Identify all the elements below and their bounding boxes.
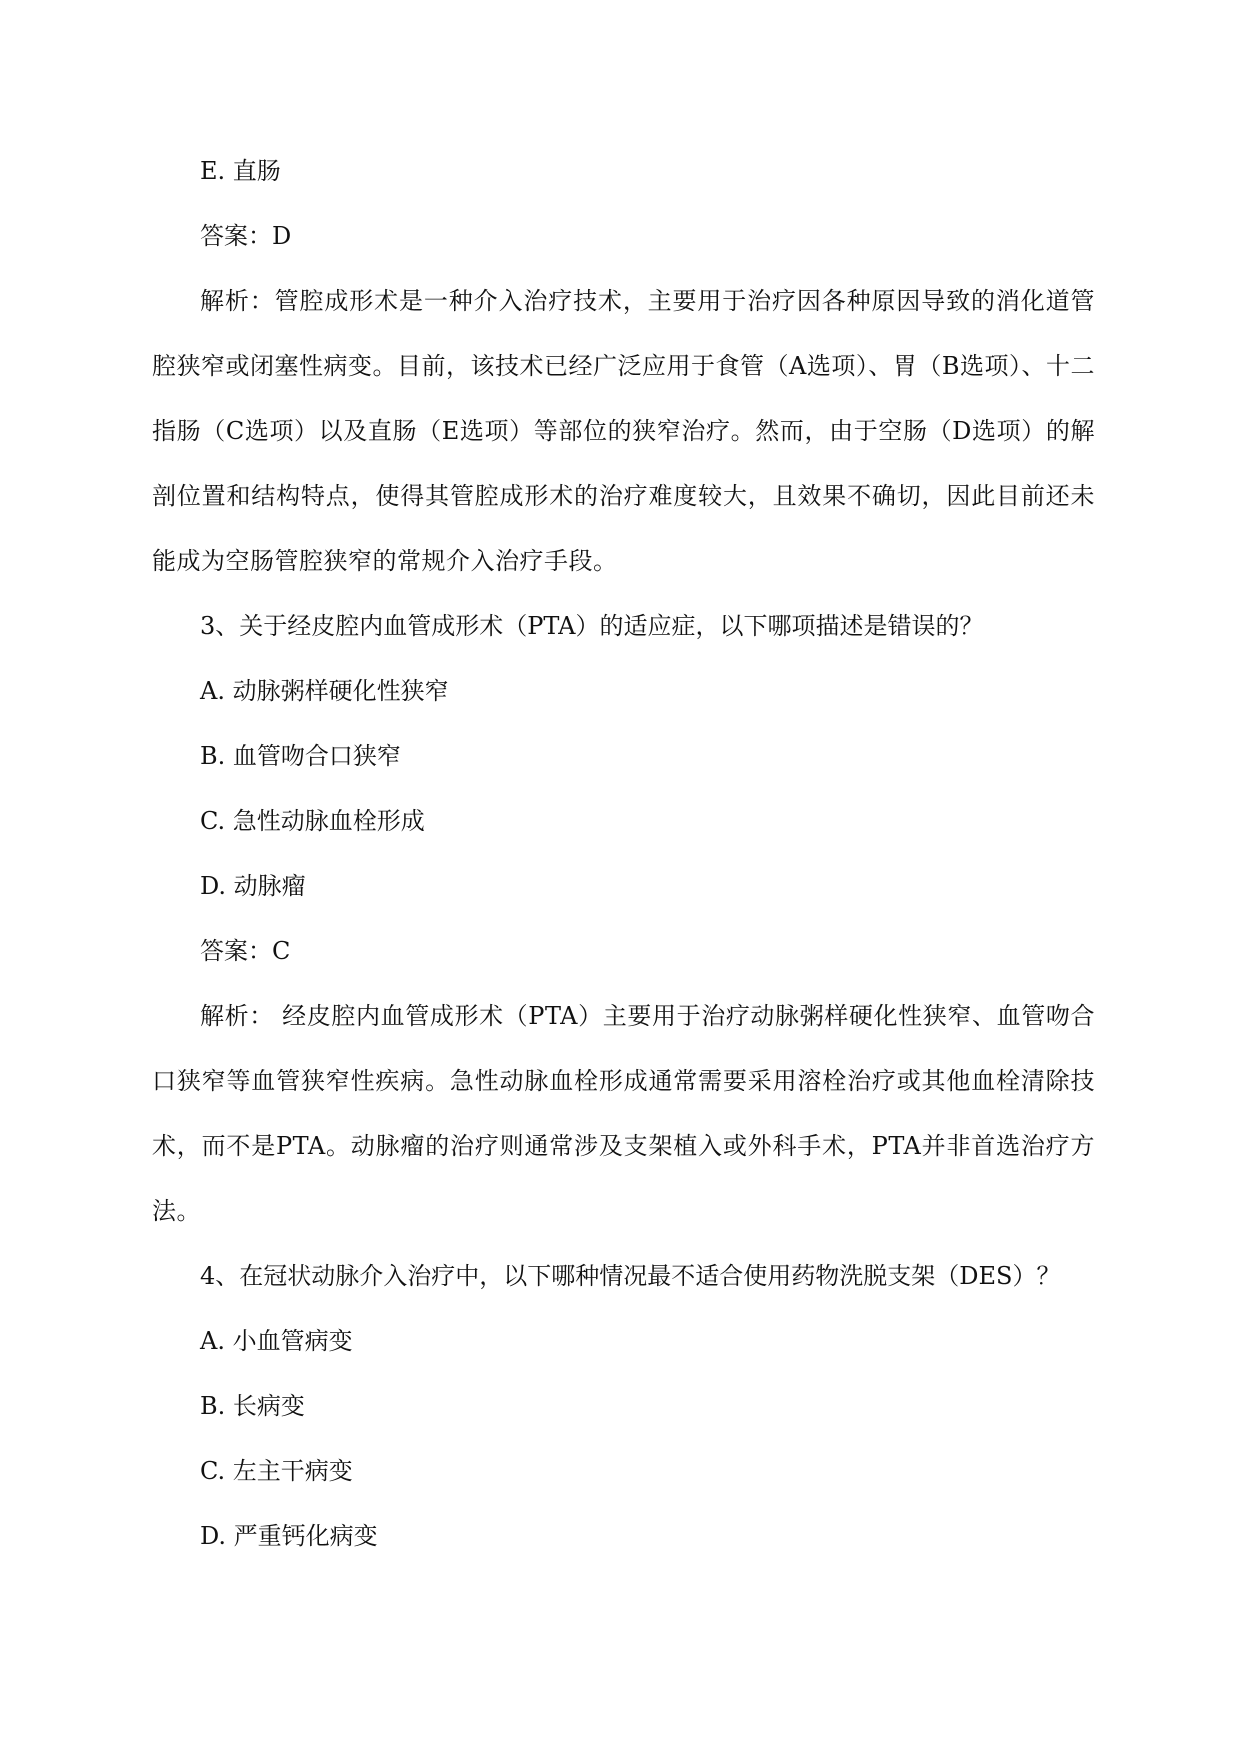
- q4-question: 4、在冠状动脉介入治疗中，以下哪种情况最不适合使用药物洗脱支架（DES）？: [200, 1262, 1061, 1290]
- q3-analysis: 解析： 经皮腔内血管成形术（PTA）主要用于治疗动脉粥样硬化性狭窄、血管吻合口狭窄等血管狭窄性疾病。急性动脉血栓形成通常需要采用溶栓治疗或其他血栓清除技术，而不是PTA。动脉瘤的治疗则通常涉及支架植入或外科手术，PTA并非首选治疗方法。: [152, 1002, 1095, 1225]
- q3-answer: 答案：C: [200, 937, 291, 965]
- q4-option-d: D. 严重钙化病变: [200, 1522, 378, 1550]
- document-body: [152, 139, 1095, 1569]
- q3-option-c: C. 急性动脉血栓形成: [200, 807, 425, 835]
- q2-option-e: E. 直肠: [200, 157, 281, 185]
- q3-option-b: B. 血管吻合口狭窄: [200, 742, 401, 770]
- q2-answer: 答案：D: [200, 222, 292, 250]
- q4-option-b: B. 长病变: [200, 1392, 305, 1420]
- q4-option-a: A. 小血管病变: [200, 1327, 353, 1355]
- q3-option-a: A. 动脉粥样硬化性狭窄: [200, 677, 449, 705]
- q4-option-c: C. 左主干病变: [200, 1457, 353, 1485]
- q3-question: 3、关于经皮腔内血管成形术（PTA）的适应症，以下哪项描述是错误的？: [200, 612, 984, 640]
- q2-analysis: 解析：管腔成形术是一种介入治疗技术，主要用于治疗因各种原因导致的消化道管腔狭窄或闭塞性病变。目前，该技术已经广泛应用于食管（A选项）、胃（B选项）、十二指肠（C选项）以及直肠（E选项）等部位的狭窄治疗。然而，由于空肠（D选项）的解剖位置和结构特点，使得其管腔成形术的治疗难度较大，且效果不确切，因此目前还未能成为空肠管腔狭窄的常规介入治疗手段。: [152, 287, 1095, 575]
- q3-option-d: D. 动脉瘤: [200, 872, 306, 900]
